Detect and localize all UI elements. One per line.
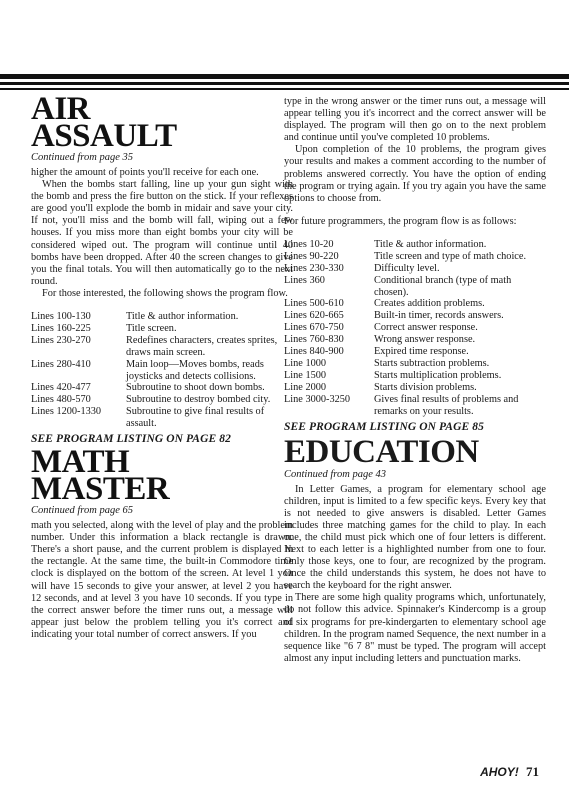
air-assault-headline — [31, 91, 293, 154]
table-row: Lines 280-410 Main loop—Moves bombs, reads joysticks and detects collisions. — [31, 358, 264, 382]
air-assault-paragraph-2: When the bombs start falling, line up your gun sight with the bomb and press the fire button on the stick. If your reflexes are good you'll explode the bomb in midair and save your city. If not, you'll miss and the bomb will fall, wiping out a few houses. If you miss more than eight bombs your city will be considered wiped out. The program will continue until 40 bombs have been dropped. After 40 the screen changes to give you the final totals. You will then automatically go to the next round. — [31, 179, 293, 287]
table-row: Line 1000 Starts subtraction problems. — [284, 358, 490, 369]
table-row: Lines 230-330 Difficulty level. — [284, 262, 440, 274]
math-master-headline-line1: MATH — [31, 444, 130, 481]
education-paragraph-2: There are some high quality programs which, unfortunately, do not follow this advice. Spinnaker's Kindercomp is a group of six programs for pre-kindergarten to elementary school age children. In the program named Sequence, the next number in a sequence like "6 7 8" must be typed. The program will accept almost any input including letters and punctuation marks. — [284, 592, 546, 664]
table-row: Lines 500-610 Creates addition problems. — [284, 298, 485, 310]
table-row: Lines 230-270 Redefines characters, creates sprites, draws main screen. — [31, 334, 278, 358]
math-master-headline — [31, 444, 293, 508]
math-master-paragraph-4: For future programmers, the program flow is as follows: — [284, 215, 517, 227]
table-row: Lines 100-130 Title & author information. — [31, 311, 239, 323]
air-assault-continued: Continued from page 35 — [31, 152, 133, 163]
air-assault-paragraph-3: For those interested, the following shows the program flow. — [42, 287, 288, 299]
table-row: Lines 670-750 Correct answer response. — [284, 322, 478, 334]
page-footer — [480, 764, 539, 780]
education-paragraph-1: In Letter Games, a program for elementary school age children, input is limited to a few specific keys. Every key that is not needed to give answers is disabled. Letter Games includes three matching games for the child to play. In each one, the child must pick which one of four letters is different. Next to each letter is a highlighted number from one to four. Only those keys, one to four, are recognized by the program. Once the child understands this system, he does not have to search the keyboard for the right answer. — [284, 483, 546, 592]
table-row: Lines 620-665 Built-in timer, records answers. — [284, 310, 504, 322]
left-column — [31, 91, 293, 641]
table-row: Lines 840-900 Expired time response. — [284, 346, 469, 358]
air-assault-see-listing: SEE PROGRAM LISTING ON PAGE 82 — [31, 433, 231, 446]
math-master-paragraph-1: math you selected, along with the level of play and the problem number. Under this information a black rectangle is drawn. There's a short pause, and the current problem is displayed in the rectangle. At the same time, the built-in Commodore time clock is displayed on the bottom of the screen. At level 1 you will have 15 seconds to give your answer, at level 2 you have 12 seconds, and at level 3 you have 10 seconds. If you type in the correct answer before the timer runs out, a message will appear just below the problem telling you it's correct and indicating your total number of correct answers. If you — [31, 520, 293, 640]
table-row: Line 3000-3250 Gives final results of problems and remarks on your results. — [284, 393, 519, 417]
right-column — [284, 96, 546, 665]
table-row: Lines 760-830 Wrong answer response. — [284, 334, 476, 346]
math-master-program-flow — [284, 239, 546, 418]
table-row: Line 2000 Starts division problems. — [284, 381, 477, 393]
table-row: Lines 10-20 Title & author information. — [284, 238, 487, 250]
math-master-continued: Continued from page 65 — [31, 505, 133, 517]
air-assault-headline-line2: ASSAULT — [31, 118, 177, 154]
table-row: Line 1500 Starts multiplication problems. — [284, 369, 502, 381]
table-row: Lines 480-570 Subroutine to destroy bombed city. — [31, 394, 271, 406]
page-number: 71 — [526, 764, 539, 779]
education-headline: EDUCATION — [284, 433, 479, 470]
table-row: Lines 360 Conditional branch (type of math chosen). — [284, 274, 512, 298]
air-assault-program-flow — [31, 311, 293, 430]
table-row: Lines 420-477 Subroutine to shoot down bombs. — [31, 382, 265, 394]
table-row: Lines 160-225 Title screen. — [31, 322, 177, 334]
air-assault-paragraph-1: higher the amount of points you'll receive for each one. — [31, 167, 259, 178]
math-master-paragraph-2: type in the wrong answer or the timer runs out, a message will appear telling you it's incorrect and the correct answer will be displayed. The program will then go on to the next problem and continue until you've completed 10 problems. — [284, 96, 546, 144]
education-continued: Continued from page 43 — [284, 468, 386, 480]
table-row: Lines 90-220 Title screen and type of math choice. — [284, 250, 527, 262]
math-master-see-listing: SEE PROGRAM LISTING ON PAGE 85 — [284, 420, 484, 433]
table-row: Lines 1200-1330 Subroutine to give final results of assault. — [31, 406, 265, 430]
magazine-name: AHOY! — [480, 765, 519, 779]
math-master-paragraph-3: Upon completion of the 10 problems, the program gives your results and makes a comment according to the number of problems answered correctly. You have the option of ending the program or trying again. If you try again you have the same options to choose from. — [284, 144, 546, 204]
math-master-headline-line2: MASTER — [31, 471, 170, 508]
air-assault-headline-line1: AIR — [31, 91, 91, 127]
